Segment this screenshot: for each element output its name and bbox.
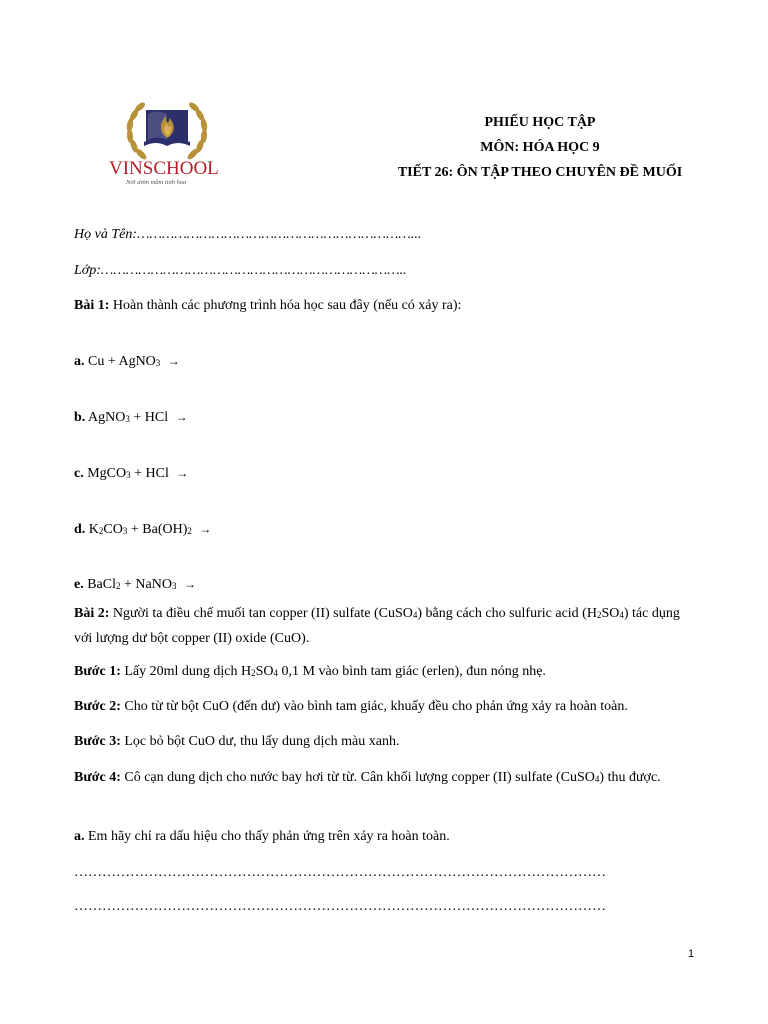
exercise-1-label: Bài 1: [74,298,110,313]
student-name-line [74,227,421,243]
step-text: ) thu được. [599,770,661,785]
equation-subscript: 2 [98,526,104,536]
name-label: Họ và Tên: [74,227,137,242]
step-1 [74,664,546,680]
step-text: Cho từ từ bột CuO (đến dư) vào bình tam giác, khuấy đều cho phản ứng xảy ra hoàn toàn. [124,699,628,714]
equation-subscript: 3 [122,526,128,536]
equation-b [74,410,188,426]
class-dots: ……………………………………………………………….. [100,263,407,278]
equation-text: + HCl [129,410,169,425]
step-3 [74,734,399,750]
student-class-line [74,263,407,279]
worksheet-header [320,110,760,185]
equation-e [74,577,196,593]
formula-subscript: 2 [596,610,602,620]
step-label: Bước 1: [74,664,121,679]
brand-tagline: Nơi ươm mầm tinh hoa [126,179,187,186]
reaction-arrow: → [167,354,180,368]
equation-subscript: 2 [116,581,121,591]
header-lesson: TIẾT 26: ÔN TẬP THEO CHUYÊN ĐỀ MUỐI [397,165,683,180]
equation-letter: a. [74,354,85,369]
equation-subscript: 3 [155,358,161,368]
formula-subscript: 2 [251,668,256,678]
exercise-2-text: ) tác dụng với lượng dư bột copper (II) oxide (CuO). [74,606,680,646]
equation-subscript: 3 [125,414,130,424]
step-label: Bước 4: [74,770,121,785]
equation-letter: c. [74,466,84,481]
exercise-1-text: Hoàn thành các phương trình hóa học sau đây (nếu có xảy ra): [112,298,462,313]
reaction-arrow: → [199,522,212,536]
equation-subscript: 3 [171,581,177,591]
exercise-2-prompt [74,601,692,651]
formula-subscript: 4 [619,610,624,620]
exercise-2-label: Bài 2: [74,606,110,621]
equation-subscript: 3 [126,470,131,480]
step-text: 0,1 M vào bình tam giác (erlen), đun nóng nhẹ. [278,664,546,679]
step-text: Lấy 20ml dung dịch H [124,664,252,679]
header-subject: MÔN: HÓA HỌC 9 [480,140,600,155]
step-label: Bước 2: [74,699,121,714]
equation-text: AgNO [88,410,126,425]
exercise-2-text: Người ta điều chế muối tan copper (II) sulfate (CuSO [112,606,413,621]
step-text: Lọc bỏ bột CuO dư, thu lấy dung dịch màu xanh. [124,734,400,749]
equation-subscript: 2 [187,526,192,536]
class-label: Lớp: [74,263,101,278]
page-number: 1 [688,948,695,960]
header-title: PHIẾU HỌC TẬP [484,115,596,130]
question-a [74,829,450,845]
equation-d [74,522,211,538]
brand-text: VINSCHOOL [109,158,219,179]
vinschool-logo [108,94,226,188]
exercise-2-text: SO [601,606,620,621]
question-text: Em hãy chỉ ra dấu hiệu cho thấy phản ứng trên xảy ra hoàn toàn. [88,829,450,844]
question-label: a. [74,829,85,844]
formula-subscript: 4 [594,774,600,784]
step-2 [74,699,628,715]
step-label: Bước 3: [74,734,121,749]
equation-text: + NaNO [120,577,172,592]
exercise-1-prompt [74,298,461,314]
equation-c [74,466,188,482]
equation-text: + Ba(OH) [127,522,188,537]
equation-text: CO [103,522,123,537]
equation-text: Cu + AgNO [88,354,156,369]
name-dots: …………………………………………………………... [137,227,422,242]
step-text: Cô cạn dung dịch cho nước bay hơi từ từ. Cân khối lượng copper (II) sulfate (CuSO [124,770,595,785]
answer-line-2: …………………………………………………………………………………………………… [74,899,606,914]
reaction-arrow: → [176,466,189,480]
equation-text: MgCO [87,466,127,481]
equation-text: BaCl [87,577,116,592]
equation-text: K [88,522,99,537]
open-book-flame-laurel-icon [108,94,226,188]
step-text: SO [255,664,274,679]
equation-letter: e. [74,577,84,592]
formula-subscript: 4 [273,668,279,678]
exercise-2-text: ) bằng cách cho sulfuric acid (H [417,606,597,621]
equation-letter: d. [74,522,86,537]
equation-a [74,354,180,370]
answer-line-1: …………………………………………………………………………………………………… [74,865,606,880]
equation-text: + HCl [130,466,169,481]
equation-letter: b. [74,410,86,425]
reaction-arrow: → [183,577,196,591]
formula-subscript: 4 [412,610,418,620]
reaction-arrow: → [175,410,188,424]
step-4 [74,765,692,790]
